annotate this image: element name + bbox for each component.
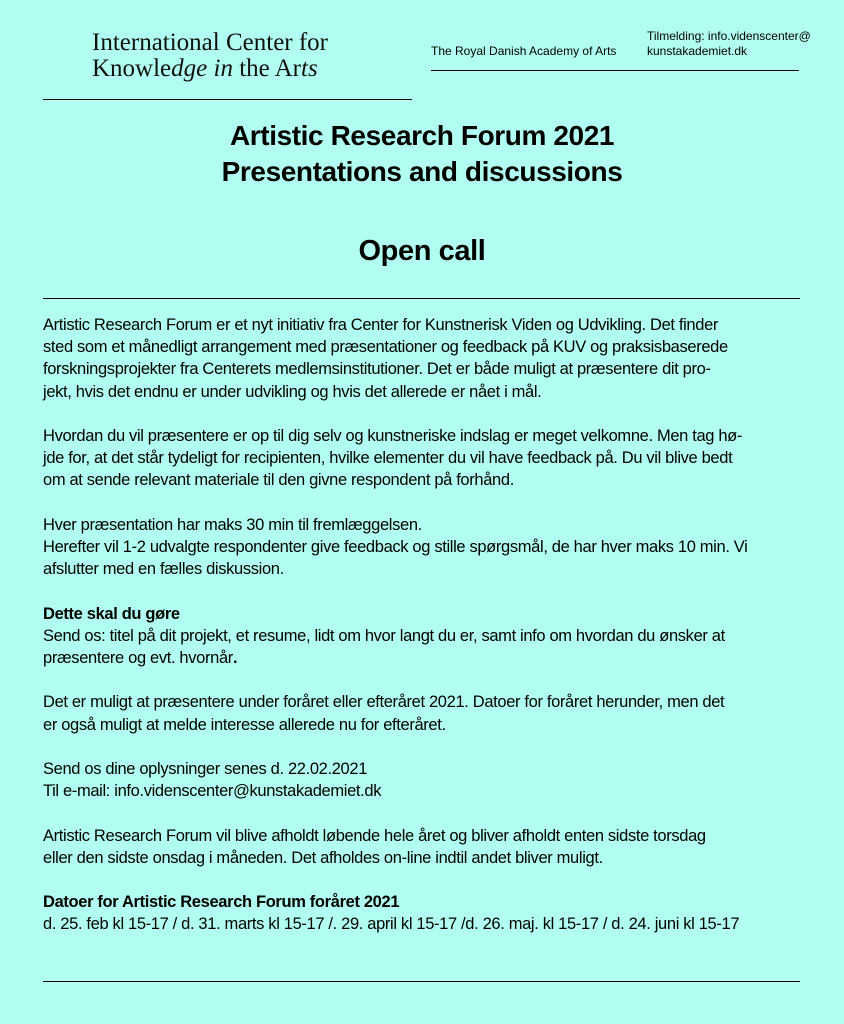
format-line-2: Herefter vil 1-2 udvalgte respondenter give feedback og stille spørgsmål, de har hver maks 10 min. Vi: [43, 538, 748, 556]
dates-paragraph: [43, 891, 805, 935]
title-divider: [43, 298, 800, 299]
email-line: Til e-mail: info.videnscenter@kunstakademiet.dk: [43, 782, 382, 801]
deadline-line: Send os dine oplysninger senes d. 22.02.2021: [43, 759, 368, 778]
footer-divider: [43, 981, 800, 982]
presentation-line-1: Hvordan du vil præsentere er op til dig selv og kunstneriske indslag er meget velkomne. Men tag hø-: [43, 427, 743, 445]
intro-line-4: jekt, hvis det endnu er under udvikling og hvis det allerede er nået i mål.: [43, 382, 542, 401]
instructions-heading: Dette skal du gøre: [43, 604, 180, 623]
academy-name: The Royal Danish Academy of Arts: [431, 44, 617, 58]
instructions-line-1: Send os: titel på dit projekt, et resume, lidt om hvor langt du er, samt info om hvordan du ønsker at: [43, 626, 725, 645]
header-divider: [431, 70, 799, 71]
intro-line-1: Artistic Research Forum er et nyt initiativ fra Center for Kunstnerisk Viden og Udvikling. Det finder: [43, 316, 719, 334]
format-line-1: Hver præsentation har maks 30 min til fremlæggelsen.: [43, 515, 422, 534]
schedule-line-1: Det er muligt at præsentere under foråret eller efteråret 2021. Datoer for foråret herunder, men det: [43, 693, 725, 712]
page-title: [0, 118, 844, 190]
recurrence-line-1: Artistic Research Forum vil blive afholdt løbende hele året og bliver afholdt enten sidste torsdag: [43, 826, 706, 845]
instructions-paragraph: [43, 603, 805, 670]
logo-line-2: [92, 56, 328, 82]
instructions-line-2-period: .: [232, 649, 238, 667]
logo-line-2-b: dge in: [171, 55, 233, 82]
dates-list: d. 25. feb kl 15-17 / d. 31. marts kl 15-17 /. 29. april kl 15-17 /d. 26. maj. kl 15-17 / d. 24. juni kl 15-17: [43, 915, 740, 934]
recurrence-line-2: eller den sidste onsdag i måneden. Det afholdes on-line indtil andet bliver muligt.: [43, 848, 603, 867]
instructions-line-2: [43, 647, 805, 669]
open-call-heading: Open call: [358, 235, 486, 267]
title-line-2: Presentations and discussions: [221, 156, 623, 187]
instructions-line-2-text: præsentere og evt. hvornår: [43, 649, 233, 667]
recurrence-paragraph: [43, 825, 805, 869]
presentation-line-3: om at sende relevant materiale til den givne respondent på forhånd.: [43, 471, 514, 490]
intro-line-3: forskningsprojekter fra Centerets medlemsinstitutioner. Det er både muligt at præsentere dit pro-: [43, 360, 711, 379]
presentation-paragraph: [43, 425, 805, 492]
logo-line-1: International Center for: [92, 29, 329, 56]
signup-line-2: kunstakademiet.dk: [647, 44, 748, 58]
title-line-1: Artistic Research Forum 2021: [229, 120, 615, 151]
logo-line-2-a: Knowle: [92, 55, 172, 82]
center-logo: [92, 30, 328, 82]
body-text: [43, 314, 805, 958]
schedule-paragraph: [43, 691, 805, 735]
format-paragraph: [43, 514, 805, 581]
signup-info: [647, 29, 811, 59]
schedule-line-2: er også muligt at melde interesse allerede nu for efteråret.: [43, 715, 446, 734]
intro-paragraph: [43, 314, 805, 403]
logo-divider: [43, 99, 412, 100]
dates-heading: Datoer for Artistic Research Forum foråret 2021: [43, 893, 400, 912]
signup-line-1: Tilmelding: info.videnscenter@: [647, 29, 811, 43]
intro-line-2: sted som et månedligt arrangement med præsentationer og feedback på KUV og praksisbaserede: [43, 338, 728, 357]
format-line-3: afslutter med en fælles diskussion.: [43, 560, 284, 579]
logo-line-2-c: the Ar: [232, 55, 301, 82]
presentation-line-2: jde for, at det står tydeligt for recipienten, hvilke elementer du vil have feedback på. Du vil blive bedt: [43, 449, 733, 468]
deadline-paragraph: [43, 758, 805, 802]
logo-line-2-d: ts: [301, 55, 318, 82]
